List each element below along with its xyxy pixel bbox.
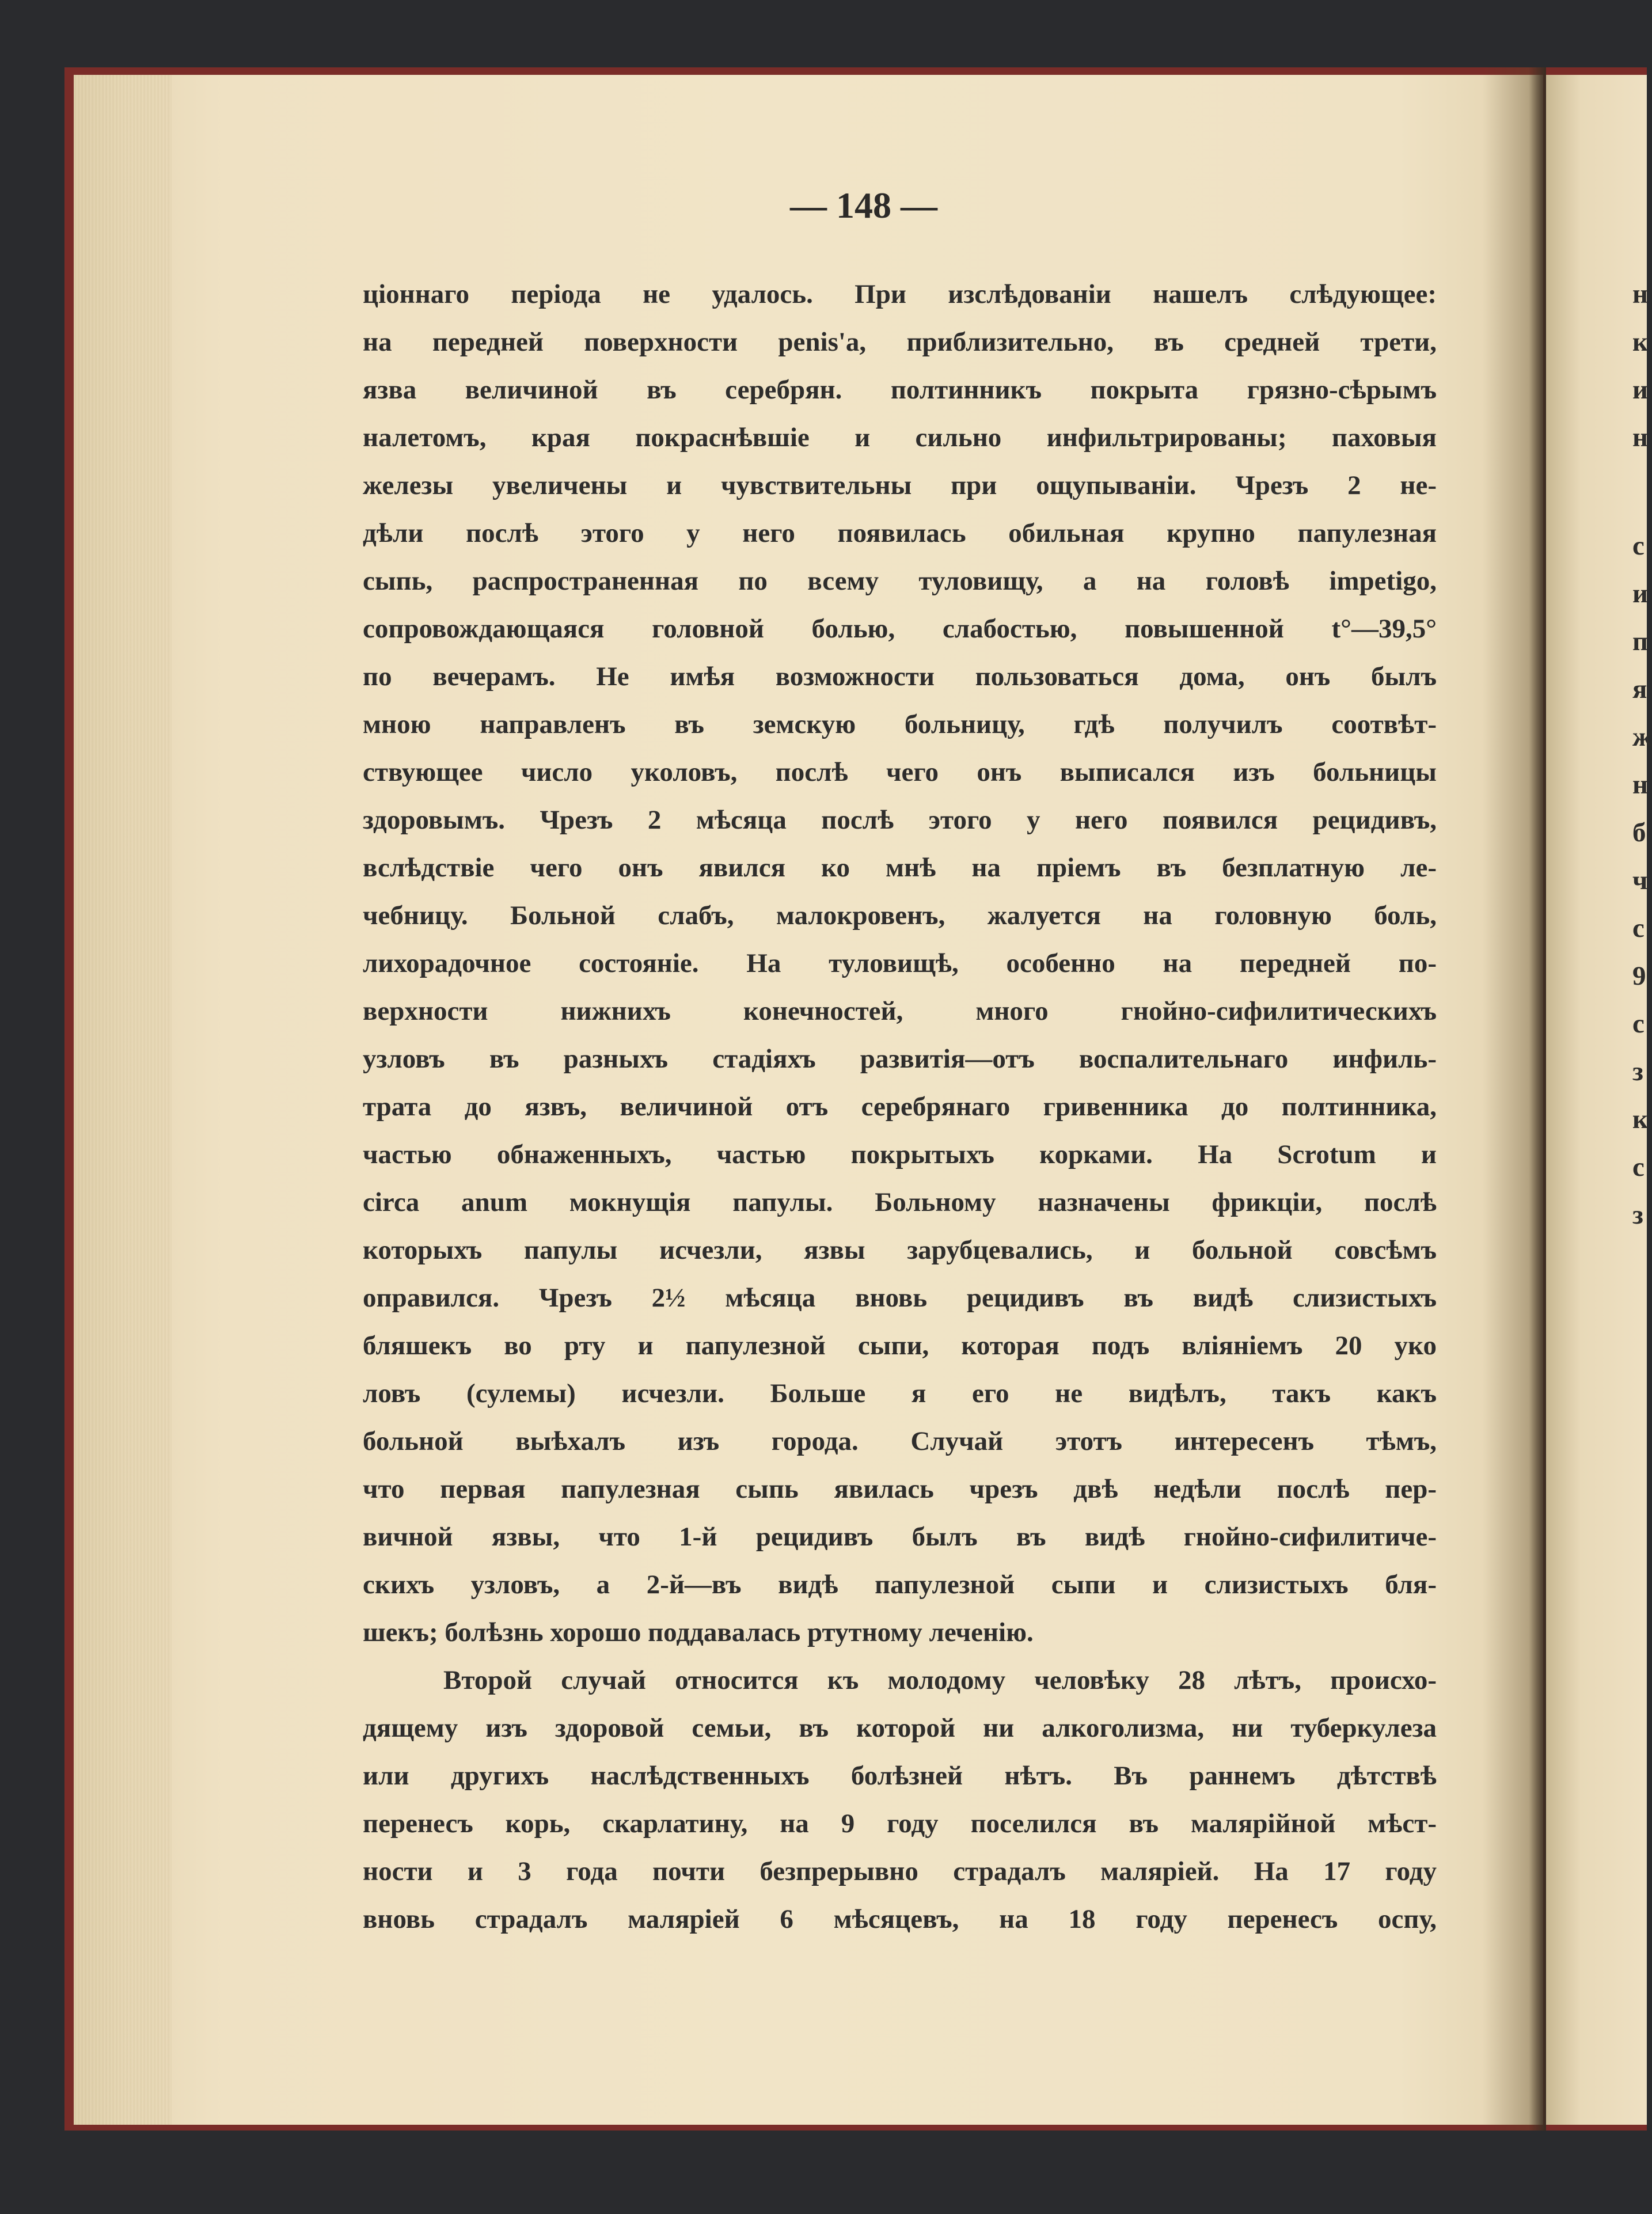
text-line: узловъ въ разныхъ стадіяхъ развитія—отъ воспалительнаго инфиль- <box>363 1044 1437 1074</box>
text-line: вслѣдствіе чего онъ явился ко мнѣ на пріемъ въ безплатную ле- <box>363 853 1437 883</box>
right-page-letter: н <box>1632 770 1649 800</box>
text-line: налетомъ, края покраснѣвшіе и сильно инфильтрированы; паховыя <box>363 423 1437 453</box>
text-line: чебницу. Больной слабъ, малокровенъ, жалуется на головную боль, <box>363 901 1437 931</box>
text-line: здоровымъ. Чрезъ 2 мѣсяца послѣ этого у него появился рецидивъ, <box>363 805 1437 835</box>
text-line: дѣли послѣ этого у него появилась обильная крупно папулезная <box>363 518 1437 548</box>
right-page-letter: к <box>1632 327 1649 357</box>
text-line: оправился. Чрезъ 2½ мѣсяца вновь рецидивъ въ видѣ слизистыхъ <box>363 1283 1437 1313</box>
right-page-letter: к <box>1632 1104 1649 1134</box>
right-page-letter: з <box>1632 1057 1643 1087</box>
text-line: лихорадочное состояніе. На туловищѣ, особенно на передней по- <box>363 948 1437 978</box>
text-line: или другихъ наслѣдственныхъ болѣзней нѣтъ. Въ раннемъ дѣтствѣ <box>363 1761 1437 1791</box>
text-line: верхности нижнихъ конечностей, много гнойно-сифилитическихъ <box>363 996 1437 1026</box>
right-page-letter: ж <box>1632 722 1652 752</box>
text-line: шекъ; болѣзнь хорошо поддавалась ртутному леченію. <box>363 1617 1034 1647</box>
text-line: ствующее число уколовъ, послѣ чего онъ выписался изъ больницы <box>363 757 1437 787</box>
text-line: сопровождающаяся головной болью, слабостью, повышенной t°—39,5° <box>363 614 1437 644</box>
right-page-letter: п <box>1632 626 1649 656</box>
text-line: трата до язвъ, величиной отъ серебрянаго гривенника до полтинника, <box>363 1092 1437 1122</box>
text-line: язва величиной въ серебрян. полтинникъ покрыта грязно-сѣрымъ <box>363 375 1437 405</box>
right-page-letter: 9 <box>1632 961 1646 991</box>
text-line: бляшекъ во рту и папулезной сыпи, которая подъ вліяніемъ 20 уко <box>363 1331 1437 1361</box>
text-line: на передней поверхности penis'a, приблизительно, въ средней трети, <box>363 327 1437 357</box>
right-page-letter: и <box>1632 579 1649 609</box>
text-line: частью обнаженныхъ, частью покрытыхъ корками. На Scrotum и <box>363 1140 1437 1169</box>
right-page-letter: с <box>1632 531 1645 561</box>
book-gutter <box>1483 67 1546 2131</box>
right-page-letter: с <box>1632 913 1645 943</box>
right-page-letter: и <box>1632 375 1649 405</box>
text-line: по вечерамъ. Не имѣя возможности пользоваться дома, онъ былъ <box>363 662 1437 692</box>
text-line: больной выѣхалъ изъ города. Случай этотъ интересенъ тѣмъ, <box>363 1426 1437 1456</box>
text-line: circa anum мокнущія папулы. Больному назначены фрикціи, послѣ <box>363 1187 1437 1217</box>
right-page-letter: я <box>1632 674 1647 704</box>
text-line: ціоннаго періода не удалось. При изслѣдованіи нашелъ слѣдующее: <box>363 279 1437 309</box>
right-page-letter: з <box>1632 1200 1643 1230</box>
text-line: вичной язвы, что 1-й рецидивъ былъ въ видѣ гнойно-сифилитиче- <box>363 1522 1437 1552</box>
text-line: сыпь, распространенная по всему туловищу, а на головѣ impetigo, <box>363 566 1437 596</box>
right-page-letter: н <box>1632 423 1649 453</box>
right-page-letter: с <box>1632 1152 1645 1182</box>
page-number: — 148 — <box>790 185 937 226</box>
text-line: дящему изъ здоровой семьи, въ которой ни алкоголизма, ни туберкулеза <box>363 1713 1437 1743</box>
right-page-letter: н <box>1632 279 1649 309</box>
text-line: ловъ (сулемы) исчезли. Больше я его не видѣлъ, такъ какъ <box>363 1378 1437 1408</box>
right-page-letter: с <box>1632 1009 1645 1039</box>
page-edges <box>74 75 172 2125</box>
text-line: что первая папулезная сыпь явилась чрезъ двѣ недѣли послѣ пер- <box>363 1474 1437 1504</box>
text-line: вновь страдалъ маляріей 6 мѣсяцевъ, на 18 году перенесъ оспу, <box>363 1904 1437 1934</box>
text-line: перенесъ корь, скарлатину, на 9 году поселился въ малярійной мѣст- <box>363 1809 1437 1839</box>
paragraph-start-line: Второй случай относится къ молодому человѣку 28 лѣтъ, происхо- <box>443 1665 1437 1695</box>
text-line: скихъ узловъ, а 2-й—въ видѣ папулезной сыпи и слизистыхъ бля- <box>363 1570 1437 1600</box>
text-block <box>363 271 1437 1943</box>
text-line: ности и 3 года почти безпрерывно страдалъ маляріей. На 17 году <box>363 1856 1437 1886</box>
text-line: мною направленъ въ земскую больницу, гдѣ получилъ соотвѣт- <box>363 709 1437 739</box>
text-line: железы увеличены и чувствительны при ощупываніи. Чрезъ 2 не- <box>363 470 1437 500</box>
right-page-edge <box>1546 75 1647 2125</box>
text-line: которыхъ папулы исчезли, язвы зарубцевались, и больной совсѣмъ <box>363 1235 1437 1265</box>
right-page-letter: б <box>1632 818 1646 848</box>
right-page-letter: ч <box>1632 865 1648 895</box>
